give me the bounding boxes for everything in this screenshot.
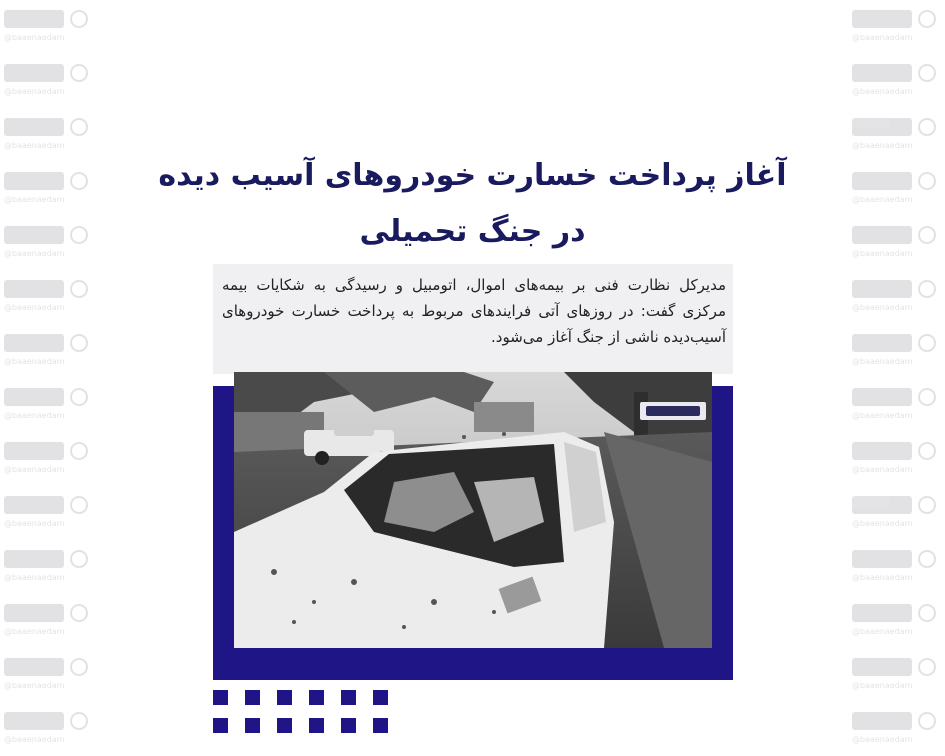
- brand-logo-icon: [4, 442, 64, 460]
- brand-logo-icon: [852, 388, 912, 406]
- watermark-logo-row: [852, 492, 944, 518]
- decorative-dot: [277, 690, 292, 705]
- watermark-logo-row: [852, 384, 944, 410]
- watermark-logo: [852, 600, 944, 646]
- watermark-logo: [4, 168, 96, 214]
- watermark-logo: [852, 708, 944, 754]
- brand-logo-icon: [852, 712, 912, 730]
- telegram-icon: [70, 604, 88, 622]
- watermark-handle: @baaenaedam: [852, 465, 913, 474]
- watermark-handle: @baaenaedam: [852, 411, 913, 420]
- watermark-handle: @baaenaedam: [852, 627, 913, 636]
- watermark-logo: [852, 276, 944, 322]
- watermark-handle: @baaenaedam: [4, 627, 65, 636]
- brand-logo-icon: [4, 64, 64, 82]
- brand-logo-icon: [4, 550, 64, 568]
- watermark-handle: @baaenaedam: [852, 33, 913, 42]
- watermark-logo-row: [852, 438, 944, 464]
- brand-logo-icon: [852, 658, 912, 676]
- telegram-icon: [918, 10, 936, 28]
- brand-logo-icon: [852, 550, 912, 568]
- telegram-icon: [918, 388, 936, 406]
- brand-logo-icon: [852, 604, 912, 622]
- telegram-icon: [918, 442, 936, 460]
- watermark-logo-row: [852, 114, 944, 140]
- headline-line-1: آغاز پرداخت خسارت خودروهای آسیب دیده: [158, 158, 787, 193]
- watermark-logo-row: [4, 222, 96, 248]
- telegram-icon: [70, 10, 88, 28]
- watermark-handle: @baaenaedam: [852, 519, 913, 528]
- brand-logo-mark: [646, 406, 700, 416]
- watermark-handle: @baaenaedam: [4, 195, 65, 204]
- brand-logo-icon: [852, 118, 912, 136]
- telegram-icon: [918, 334, 936, 352]
- watermark-logo: [4, 276, 96, 322]
- telegram-icon: [918, 550, 936, 568]
- watermark-logo-row: [4, 654, 96, 680]
- decorative-dot: [341, 690, 356, 705]
- watermark-handle: @baaenaedam: [4, 303, 65, 312]
- watermark-column-right: [848, 0, 945, 756]
- telegram-icon: [70, 712, 88, 730]
- watermark-logo-row: [852, 708, 944, 734]
- decorative-dot: [309, 718, 324, 733]
- watermark-logo: [4, 438, 96, 484]
- watermark-handle: @baaenaedam: [4, 357, 65, 366]
- brand-logo-icon: [4, 712, 64, 730]
- damaged-car-photo: [234, 372, 712, 648]
- telegram-icon: [70, 172, 88, 190]
- decorative-dot: [213, 690, 228, 705]
- watermark-logo-row: [4, 708, 96, 734]
- watermark-handle: @baaenaedam: [852, 357, 913, 366]
- watermark-logo-row: [4, 6, 96, 32]
- brand-logo-icon: [852, 172, 912, 190]
- telegram-icon: [918, 496, 936, 514]
- watermark-logo: [4, 330, 96, 376]
- watermark-handle: @baaenaedam: [4, 249, 65, 258]
- brand-logo-icon: [4, 604, 64, 622]
- watermark-logo-row: [852, 168, 944, 194]
- brand-logo-icon: [852, 334, 912, 352]
- decorative-dot-grid: [213, 690, 403, 740]
- telegram-icon: [918, 64, 936, 82]
- watermark-logo: [852, 492, 944, 538]
- brand-logo-icon: [4, 388, 64, 406]
- brand-logo-icon: [852, 280, 912, 298]
- decorative-dot: [213, 718, 228, 733]
- brand-logo-icon: [4, 334, 64, 352]
- telegram-icon: [918, 658, 936, 676]
- watermark-logo: [4, 708, 96, 754]
- decorative-dot: [341, 718, 356, 733]
- watermark-logo: [852, 546, 944, 592]
- telegram-icon: [70, 442, 88, 460]
- telegram-icon: [918, 712, 936, 730]
- watermark-logo: [852, 654, 944, 700]
- watermark-logo: [4, 222, 96, 268]
- watermark-handle: @baaenaedam: [4, 573, 65, 582]
- watermark-logo: [4, 114, 96, 160]
- watermark-logo-row: [852, 654, 944, 680]
- brand-logo-icon: [4, 658, 64, 676]
- watermark-logo-row: [852, 6, 944, 32]
- watermark-logo-row: [4, 168, 96, 194]
- brand-logo-icon: [4, 10, 64, 28]
- lead-paragraph: مدیرکل نظارت فنی بر بیمه‌های اموال، اتومبیل و رسیدگی به شکایات بیمه مرکزی گفت: در روزهای آتی فرایندهای مربوط به پرداخت خسارت خودروهای آسیب‌دیده ناشی از جنگ آغاز می‌شود.: [222, 276, 726, 346]
- watermark-logo: [4, 492, 96, 538]
- brand-logo-icon: [852, 10, 912, 28]
- watermark-logo-row: [4, 276, 96, 302]
- telegram-icon: [918, 280, 936, 298]
- watermark-logo: [852, 60, 944, 106]
- telegram-icon: [70, 280, 88, 298]
- watermark-logo-row: [852, 222, 944, 248]
- watermark-logo-row: [852, 60, 944, 86]
- watermark-handle: @baaenaedam: [4, 33, 65, 42]
- watermark-logo-row: [852, 546, 944, 572]
- watermark-logo-row: [4, 438, 96, 464]
- watermark-handle: @baaenaedam: [852, 681, 913, 690]
- watermark-logo: [852, 330, 944, 376]
- watermark-handle: @baaenaedam: [4, 141, 65, 150]
- watermark-logo: [4, 60, 96, 106]
- watermark-handle: @baaenaedam: [852, 141, 913, 150]
- brand-logo-icon: [852, 226, 912, 244]
- telegram-icon: [70, 64, 88, 82]
- decorative-dot: [245, 690, 260, 705]
- watermark-handle: @baaenaedam: [4, 87, 65, 96]
- watermark-handle: @baaenaedam: [852, 303, 913, 312]
- headline: [150, 148, 795, 260]
- watermark-handle: @baaenaedam: [852, 87, 913, 96]
- watermark-handle: @baaenaedam: [4, 465, 65, 474]
- watermark-logo: [852, 384, 944, 430]
- watermark-logo: [4, 546, 96, 592]
- decorative-dot: [373, 690, 388, 705]
- watermark-logo: [852, 6, 944, 52]
- watermark-logo: [852, 438, 944, 484]
- watermark-handle: @baaenaedam: [852, 573, 913, 582]
- telegram-icon: [70, 226, 88, 244]
- watermark-logo-row: [4, 114, 96, 140]
- telegram-icon: [70, 550, 88, 568]
- telegram-icon: [70, 496, 88, 514]
- telegram-icon: [918, 118, 936, 136]
- watermark-logo-row: [4, 384, 96, 410]
- brand-logo-icon: [4, 280, 64, 298]
- brand-logo-icon: [4, 226, 64, 244]
- headline-line-2: در جنگ تحمیلی: [359, 214, 586, 249]
- telegram-icon: [918, 172, 936, 190]
- watermark-logo: [4, 600, 96, 646]
- telegram-icon: [70, 658, 88, 676]
- watermark-handle: @baaenaedam: [4, 519, 65, 528]
- watermark-logo-row: [852, 600, 944, 626]
- telegram-icon: [918, 604, 936, 622]
- watermark-logo-row: [4, 600, 96, 626]
- watermark-logo-row: [852, 330, 944, 356]
- telegram-icon: [918, 226, 936, 244]
- watermark-logo-row: [4, 330, 96, 356]
- watermark-handle: @baaenaedam: [4, 681, 65, 690]
- watermark-column-left: [0, 0, 100, 756]
- brand-logo-icon: [4, 118, 64, 136]
- brand-logo-icon: [4, 172, 64, 190]
- telegram-icon: [70, 118, 88, 136]
- brand-logo-icon: [640, 402, 706, 420]
- decorative-dot: [245, 718, 260, 733]
- watermark-handle: @baaenaedam: [852, 735, 913, 744]
- decorative-dot: [277, 718, 292, 733]
- telegram-icon: [70, 388, 88, 406]
- watermark-handle: @baaenaedam: [4, 411, 65, 420]
- watermark-logo: [852, 222, 944, 268]
- decorative-dot: [309, 690, 324, 705]
- watermark-logo: [4, 384, 96, 430]
- watermark-logo-row: [4, 60, 96, 86]
- watermark-handle: @baaenaedam: [4, 735, 65, 744]
- brand-logo-icon: [852, 64, 912, 82]
- telegram-icon: [70, 334, 88, 352]
- brand-logo-icon: [852, 442, 912, 460]
- brand-logo-icon: [852, 496, 912, 514]
- brand-logo-icon: [4, 496, 64, 514]
- decorative-dot: [373, 718, 388, 733]
- watermark-logo-row: [4, 546, 96, 572]
- watermark-logo: [4, 6, 96, 52]
- watermark-logo: [852, 168, 944, 214]
- watermark-handle: @baaenaedam: [852, 249, 913, 258]
- watermark-logo-row: [4, 492, 96, 518]
- watermark-logo-row: [852, 276, 944, 302]
- watermark-logo: [852, 114, 944, 160]
- watermark-logo: [4, 654, 96, 700]
- watermark-handle: @baaenaedam: [852, 195, 913, 204]
